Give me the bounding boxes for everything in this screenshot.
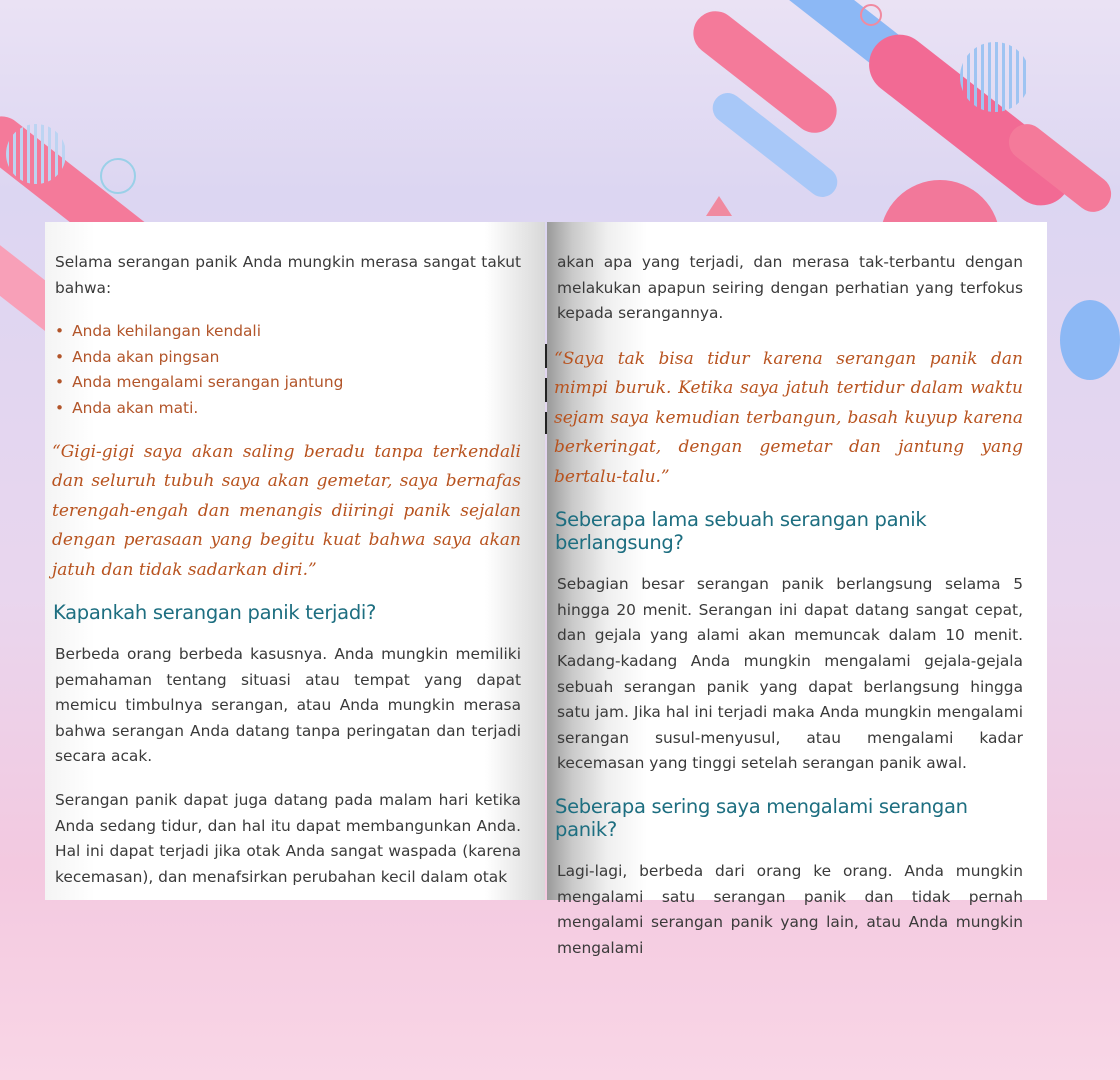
- left-page-content: [52, 250, 521, 908]
- list-item: • Anda mengalami serangan jantung: [55, 370, 521, 396]
- deco-striped-circle: [6, 124, 66, 184]
- continuation-paragraph: akan apa yang terjadi, dan merasa tak-terbantu dengan melakukan apapun seiring dengan perhatian yang terfokus kepada serangannya.: [557, 253, 1023, 323]
- right-page-content: [554, 250, 1023, 979]
- list-item: • Anda kehilangan kendali: [55, 319, 521, 345]
- testimonial-quote: “Gigi-gigi saya akan saling beradu tanpa terkendali dan seluruh tubuh saya akan gemetar, saya bernafas terengah-engah dan menangis diiringi panik sejalan dengan perasaan yang begitu kuat bahwa saya akan jatuh dan tidak sadarkan diri.”: [52, 441, 521, 580]
- deco-blue-circle: [1060, 300, 1120, 380]
- deco-striped-circle: [960, 42, 1030, 112]
- page-fold-mark: [545, 344, 547, 368]
- section-heading: Seberapa sering saya mengalami serangan panik?: [555, 795, 968, 842]
- body-paragraph: Berbeda orang berbeda kasusnya. Anda mungkin memiliki pemahaman tentang situasi atau tempat yang dapat memicu timbulnya serangan, atau Anda mungkin merasa bahwa serangan Anda datang tanpa peringatan dan terjadi secara acak.: [55, 645, 521, 766]
- book-page-left: [45, 222, 545, 900]
- body-paragraph: Lagi-lagi, berbeda dari orang ke orang. Anda mungkin mengalami satu serangan panik dan tidak pernah mengalami serangan panik yang lain, atau Anda mungkin mengalami: [557, 862, 1023, 957]
- deco-triangle: [706, 196, 732, 216]
- page-fold-mark: [545, 412, 547, 434]
- deco-circle-outline: [100, 158, 136, 194]
- list-item: • Anda akan pingsan: [55, 345, 521, 371]
- section-heading: Kapankah serangan panik terjadi?: [53, 601, 377, 625]
- fear-list: [55, 319, 521, 421]
- deco-circle-outline: [860, 4, 882, 26]
- section-heading: Seberapa lama sebuah serangan panik berlangsung?: [555, 508, 927, 555]
- body-paragraph: Sebagian besar serangan panik berlangsung selama 5 hingga 20 menit. Serangan ini dapat datang sangat cepat, dan gejala yang alami akan memuncak dalam 10 menit. Kadang-kadang Anda mungkin mengalami gejala-gejala sebuah serangan panik yang dapat berlangsung hingga satu jam. Jika hal ini terjadi maka Anda mungkin mengalami serangan susul-menyusul, atau mengalami kadar kecemasan yang tinggi setelah serangan panik awal.: [557, 575, 1023, 773]
- book-page-right: [547, 222, 1047, 957]
- page-fold-mark: [545, 378, 547, 402]
- list-item: • Anda akan mati.: [55, 396, 521, 422]
- body-paragraph: Serangan panik dapat juga datang pada malam hari ketika Anda sedang tidur, dan hal itu dapat membangunkan Anda. Hal ini dapat terjadi jika otak Anda sangat waspada (karena kecemasan), dan menafsirkan perubahan kecil dalam otak: [55, 791, 521, 886]
- testimonial-quote: “Saya tak bisa tidur karena serangan panik dan mimpi buruk. Ketika saya jatuh tertidur dalam waktu sejam saya kemudian terbangun, basah kuyup karena berkeringat, dengan gemetar dan jantung yang bertalu-talu.”: [554, 348, 1023, 487]
- intro-paragraph: Selama serangan panik Anda mungkin merasa sangat takut bahwa:: [55, 253, 521, 297]
